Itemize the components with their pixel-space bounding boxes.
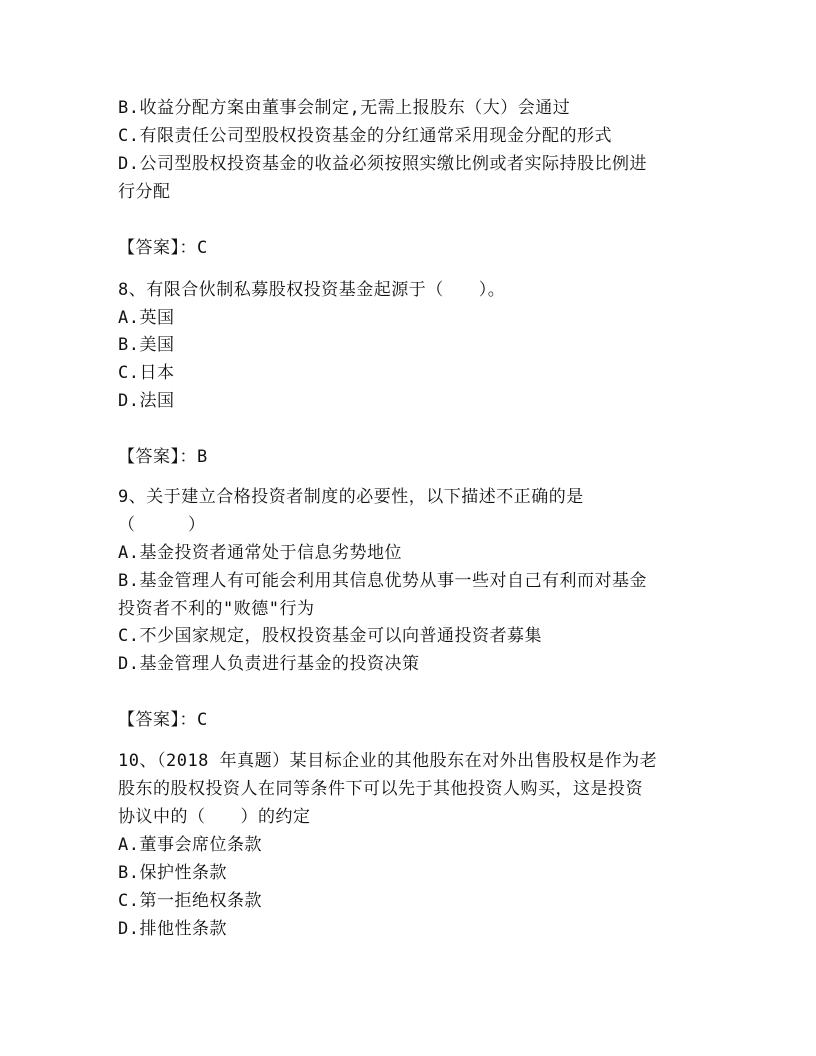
q9-question-line1: 9、关于建立合格投资者制度的必要性，以下描述不正确的是 [118, 487, 584, 507]
q7-option-d-line1: D.公司型股权投资基金的收益必须按照实缴比例或者实际持股比例进 [118, 154, 647, 174]
q8-question: 8、有限合伙制私募股权投资基金起源于（ ）。 [118, 280, 506, 300]
q7-answer: 【答案】：C [118, 238, 208, 258]
q8-option-a: A.英国 [118, 308, 175, 328]
q9-option-a: A.基金投资者通常处于信息劣势地位 [118, 543, 402, 563]
q9-option-b-line1: B.基金管理人有可能会利用其信息优势从事一些对自己有利而对基金 [118, 571, 647, 591]
q10-question-line3: 协议中的（ ）的约定 [118, 807, 311, 827]
q10-option-b: B.保护性条款 [118, 863, 227, 883]
q9-option-c: C.不少国家规定，股权投资基金可以向普通投资者募集 [118, 626, 542, 646]
q8-option-d: D.法国 [118, 391, 175, 411]
q9-answer: 【答案】：C [118, 710, 208, 730]
q8-answer: 【答案】：B [118, 447, 208, 467]
q7-option-d-line2: 行分配 [118, 182, 171, 202]
q9-question-line2: （ ） [118, 515, 206, 535]
q10-option-c: C.第一拒绝权条款 [118, 891, 262, 911]
q7-option-c: C.有限责任公司型股权投资基金的分红通常采用现金分配的形式 [118, 126, 612, 146]
q7-option-b: B.收益分配方案由董事会制定,无需上报股东（大）会通过 [118, 98, 571, 118]
q9-option-b-line2: 投资者不利的"败德"行为 [118, 599, 315, 619]
q10-option-d: D.排他性条款 [118, 919, 227, 939]
q10-question-line1: 10、（2018 年真题）某目标企业的其他股东在对外出售股权是作为老 [118, 751, 658, 771]
q10-option-a: A.董事会席位条款 [118, 835, 262, 855]
q8-option-c: C.日本 [118, 363, 175, 383]
q9-option-d: D.基金管理人负责进行基金的投资决策 [118, 654, 420, 674]
q10-question-line2: 股东的股权投资人在同等条件下可以先于其他投资人购买，这是投资 [118, 779, 643, 799]
q8-option-b: B.美国 [118, 335, 175, 355]
